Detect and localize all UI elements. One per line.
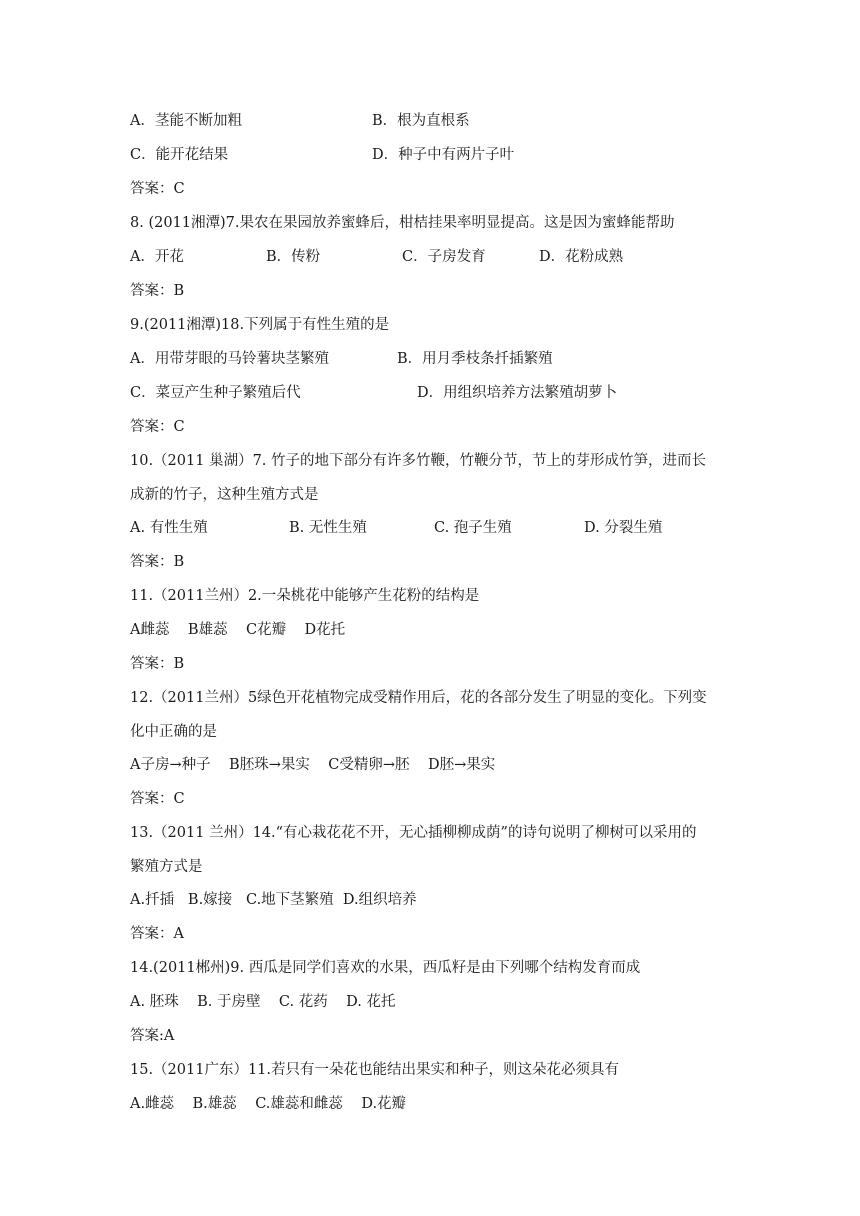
q9-option-b: B．用月季枝条扦插繁殖 bbox=[397, 351, 553, 367]
q8-answer: 答案：B bbox=[130, 283, 185, 299]
q10-option-c: C. 孢子生殖 bbox=[434, 520, 512, 536]
q8-stem: 8. (2011湘潭)7.果农在果园放养蜜蜂后，柑桔挂果率明显提高。这是因为蜜蜂能帮助 bbox=[130, 215, 675, 231]
q10-option-b: B. 无性生殖 bbox=[289, 520, 367, 536]
q14-stem: 14.(2011郴州)9. 西瓜是同学们喜欢的水果，西瓜籽是由下列哪个结构发育而成 bbox=[130, 960, 641, 976]
q14-options: A. 胚珠 B. 于房壁 C. 花药 D. 花托 bbox=[130, 994, 396, 1010]
q6-option-b: B．根为直根系 bbox=[372, 113, 470, 129]
q9-answer: 答案：C bbox=[130, 419, 185, 435]
q10-stem-line-2: 成新的竹子，这种生殖方式是 bbox=[130, 487, 319, 503]
q8-option-c: C．子房发育 bbox=[402, 249, 486, 265]
q11-stem: 11.（2011兰州）2.一朵桃花中能够产生花粉的结构是 bbox=[130, 588, 480, 604]
q9-option-c: C．菜豆产生种子繁殖后代 bbox=[130, 385, 301, 401]
q15-options: A.雌蕊 B.雄蕊 C.雄蕊和雌蕊 D.花瓣 bbox=[130, 1096, 407, 1112]
q10-option-a: A. 有性生殖 bbox=[130, 520, 208, 536]
q15-stem: 15.（2011广东）11.若只有一朵花也能结出果实和种子，则这朵花必须具有 bbox=[130, 1062, 620, 1078]
q8-option-a: A．开花 bbox=[130, 249, 184, 265]
q6-option-d: D．种子中有两片子叶 bbox=[372, 147, 515, 163]
q8-option-d: D．花粉成熟 bbox=[539, 249, 624, 265]
q9-stem: 9.(2011湘潭)18.下列属于有性生殖的是 bbox=[130, 317, 390, 333]
q10-answer: 答案：B bbox=[130, 554, 185, 570]
q12-options: A子房→种子 B胚珠→果实 C受精卵→胚 D胚→果实 bbox=[130, 757, 496, 773]
q6-option-c: C．能开花结果 bbox=[130, 147, 229, 163]
q8-option-b: B．传粉 bbox=[266, 249, 321, 265]
q9-option-d: D．用组织培养方法繁殖胡萝卜 bbox=[417, 385, 618, 401]
q13-options: A.扦插 B.嫁接 C.地下茎繁殖 D.组织培养 bbox=[130, 892, 417, 908]
q12-stem-line-2: 化中正确的是 bbox=[130, 724, 217, 740]
q11-answer: 答案：B bbox=[130, 656, 185, 672]
q10-stem-line-1: 10.（2011 巢湖）7. 竹子的地下部分有许多竹鞭，竹鞭分节，节上的芽形成竹笋，进而长 bbox=[130, 453, 707, 469]
q13-stem-line-2: 繁殖方式是 bbox=[130, 859, 203, 875]
q11-options: A雌蕊 B雄蕊 C花瓣 D花托 bbox=[130, 622, 346, 638]
q6-option-a: A．茎能不断加粗 bbox=[130, 113, 242, 129]
q13-answer: 答案：A bbox=[130, 926, 184, 942]
q13-stem-line-1: 13.（2011 兰州）14.“有心栽花花不开，无心插柳柳成荫”的诗句说明了柳树可以采用的 bbox=[130, 825, 697, 841]
q12-answer: 答案：C bbox=[130, 791, 185, 807]
q9-option-a: A．用带芽眼的马铃薯块茎繁殖 bbox=[130, 351, 329, 367]
q10-option-d: D. 分裂生殖 bbox=[584, 520, 663, 536]
q14-answer: 答案:A bbox=[130, 1028, 175, 1044]
q6-answer: 答案：C bbox=[130, 181, 185, 197]
q12-stem-line-1: 12.（2011兰州）5绿色开花植物完成受精作用后，花的各部分发生了明显的变化。下列变 bbox=[130, 690, 707, 706]
